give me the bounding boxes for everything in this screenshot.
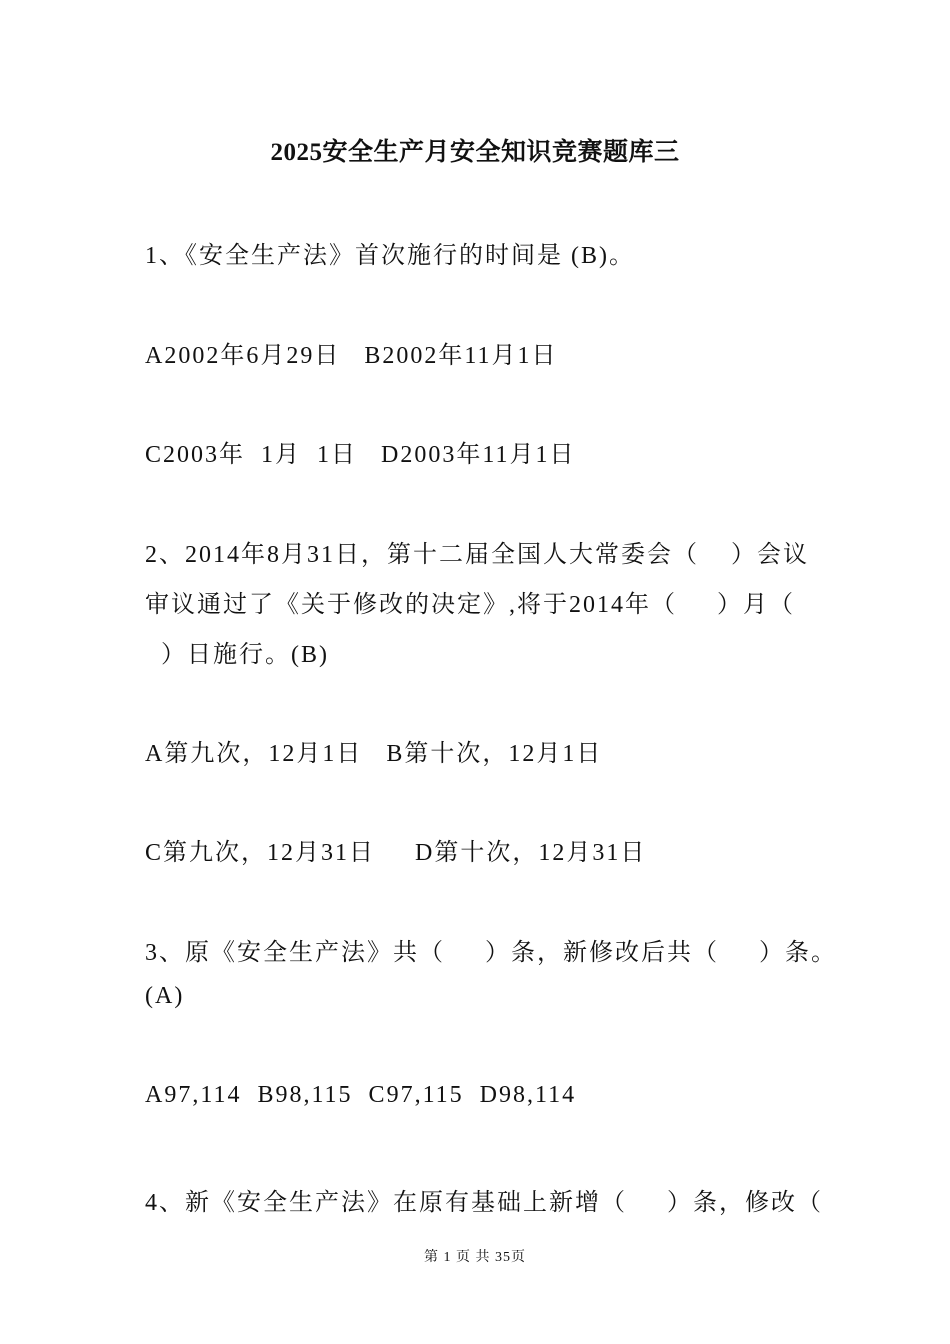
question-1-text: 1、《安全生产法》首次施行的时间是 (B)。 [145, 243, 635, 269]
question-3-text-line-2: (A) [145, 983, 185, 1009]
question-1-options-ab: A2002年6月29日 B2002年11月1日 [145, 343, 558, 369]
question-1-options-cd: C2003年 1月 1日 D2003年11月1日 [145, 442, 576, 468]
question-3-options: A97,114 B98,115 C97,115 D98,114 [145, 1082, 577, 1108]
page-footer: 第 1 页 共 35页 [424, 1250, 526, 1265]
document-title: 2025安全生产月安全知识竞赛题库三 [270, 139, 680, 166]
question-2-options-ab: A第九次，12月1日 B第十次，12月1日 [145, 741, 603, 767]
question-2-options-cd: C第九次，12月31日 D第十次，12月31日 [145, 840, 647, 866]
question-2-text-line-1: 2、2014年8月31日，第十二届全国人大常委会（ ）会议 [145, 542, 809, 568]
question-2-text-line-3: ）日施行。(B) [145, 642, 329, 668]
question-3-text-line-1: 3、原《安全生产法》共（ ）条，新修改后共（ ）条。 [145, 940, 837, 966]
question-2-text-line-2: 审议通过了《关于修改的决定》,将于2014年（ ）月（ [145, 592, 795, 618]
question-4-text-line-1: 4、新《安全生产法》在原有基础上新增（ ）条，修改（ [145, 1190, 823, 1216]
